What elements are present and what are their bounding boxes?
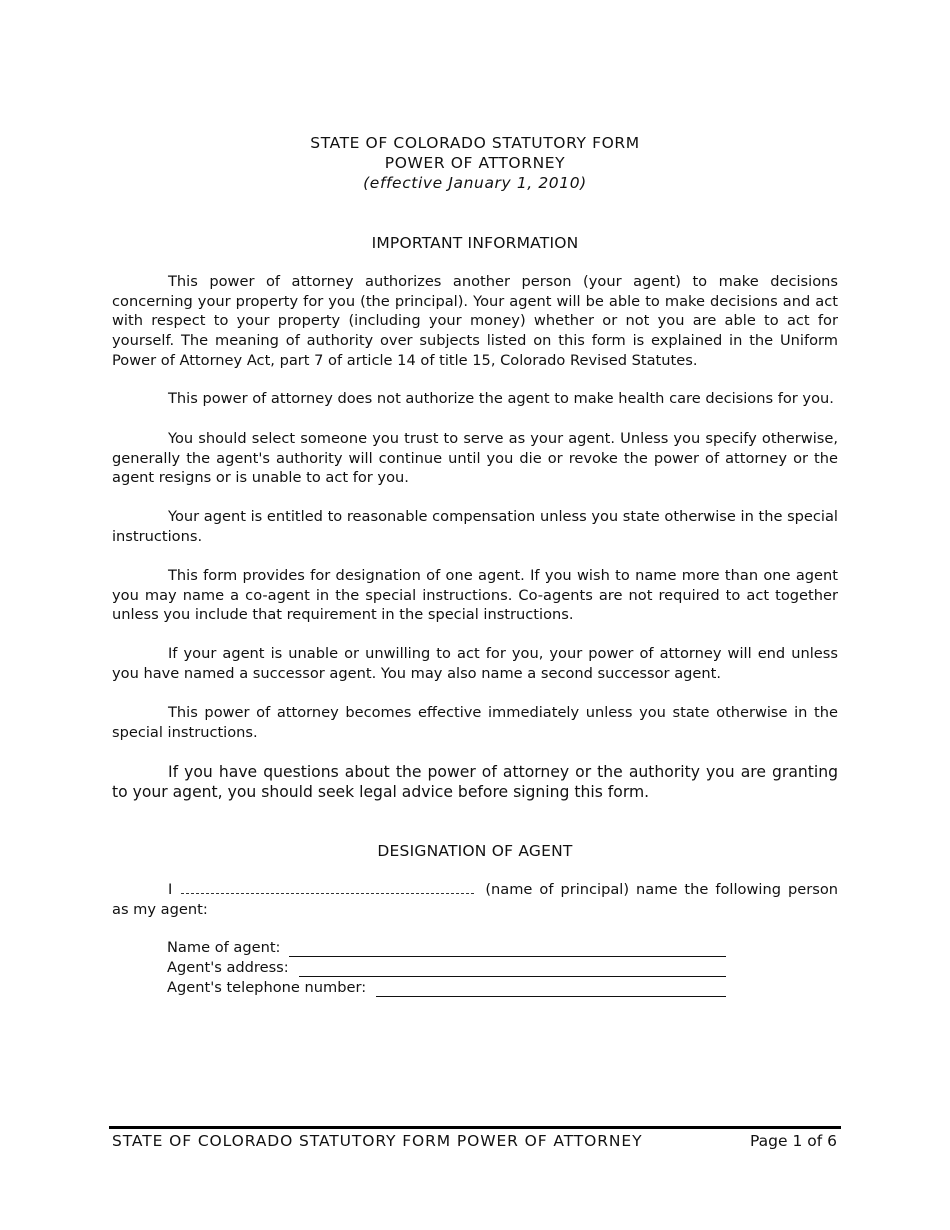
- footer-page-number: Page 1 of 6: [750, 1132, 837, 1150]
- agent-address-field[interactable]: [299, 976, 726, 977]
- principal-suffix: (name of principal) name the following person as my agent:: [112, 881, 838, 918]
- agent-address-label: Agent's address:: [167, 959, 289, 976]
- header-form-title: POWER OF ATTORNEY: [384, 154, 566, 172]
- principal-prefix: I: [168, 881, 173, 898]
- agent-name-label: Name of agent:: [167, 939, 281, 956]
- info-paragraph-effective: This power of attorney becomes effective immediately unless you state otherwise in the special instructions.: [112, 704, 838, 741]
- form-header: [112, 133, 838, 193]
- info-paragraph-legal-advice: If you have questions about the power of attorney or the authority you are granting to your agent, you should seek legal advice before signing this form.: [112, 763, 838, 801]
- footer-form-title: STATE OF COLORADO STATUTORY FORM POWER OF ATTORNEY: [112, 1132, 643, 1150]
- important-information-heading: IMPORTANT INFORMATION: [371, 234, 579, 252]
- info-paragraph-authorization: This power of attorney authorizes another person (your agent) to make decisions concerning your property for you (the principal). Your agent will be able to make decisions and act with respect to your property (including your money) whether or not you are able to act for yourself. The meaning of authority over subjects listed on this form is explained in the Uniform Power of Attorney Act, part 7 of article 14 of title 15, Colorado Revised Statutes.: [112, 273, 838, 369]
- info-paragraph-co-agent: This form provides for designation of one agent. If you wish to name more than one agent you may name a co-agent in the special instructions. Co-agents are not required to act together unless you include that requirement in the special instructions.: [112, 567, 838, 624]
- header-state-title: STATE OF COLORADO STATUTORY FORM: [310, 134, 640, 152]
- agent-telephone-label: Agent's telephone number:: [167, 979, 367, 996]
- designation-of-agent-heading: DESIGNATION OF AGENT: [377, 842, 573, 860]
- agent-name-field[interactable]: [289, 956, 726, 957]
- info-paragraph-select-agent: You should select someone you trust to serve as your agent. Unless you specify otherwise, generally the agent's authority will continue until you die or revoke the power of attorney or the agent resigns or is unable to act for you.: [112, 430, 838, 487]
- header-effective-date: (effective January 1, 2010): [363, 174, 587, 192]
- footer-divider: [109, 1126, 841, 1129]
- principal-statement: [112, 880, 838, 919]
- info-paragraph-compensation: Your agent is entitled to reasonable compensation unless you state otherwise in the special instructions.: [112, 508, 838, 545]
- info-paragraph-health-care: This power of attorney does not authorize the agent to make health care decisions for you.: [168, 390, 834, 407]
- info-paragraph-successor: If your agent is unable or unwilling to act for you, your power of attorney will end unless you have named a successor agent. You may also name a second successor agent.: [112, 645, 838, 682]
- agent-telephone-field[interactable]: [376, 996, 726, 997]
- principal-name-blank[interactable]: [181, 881, 474, 894]
